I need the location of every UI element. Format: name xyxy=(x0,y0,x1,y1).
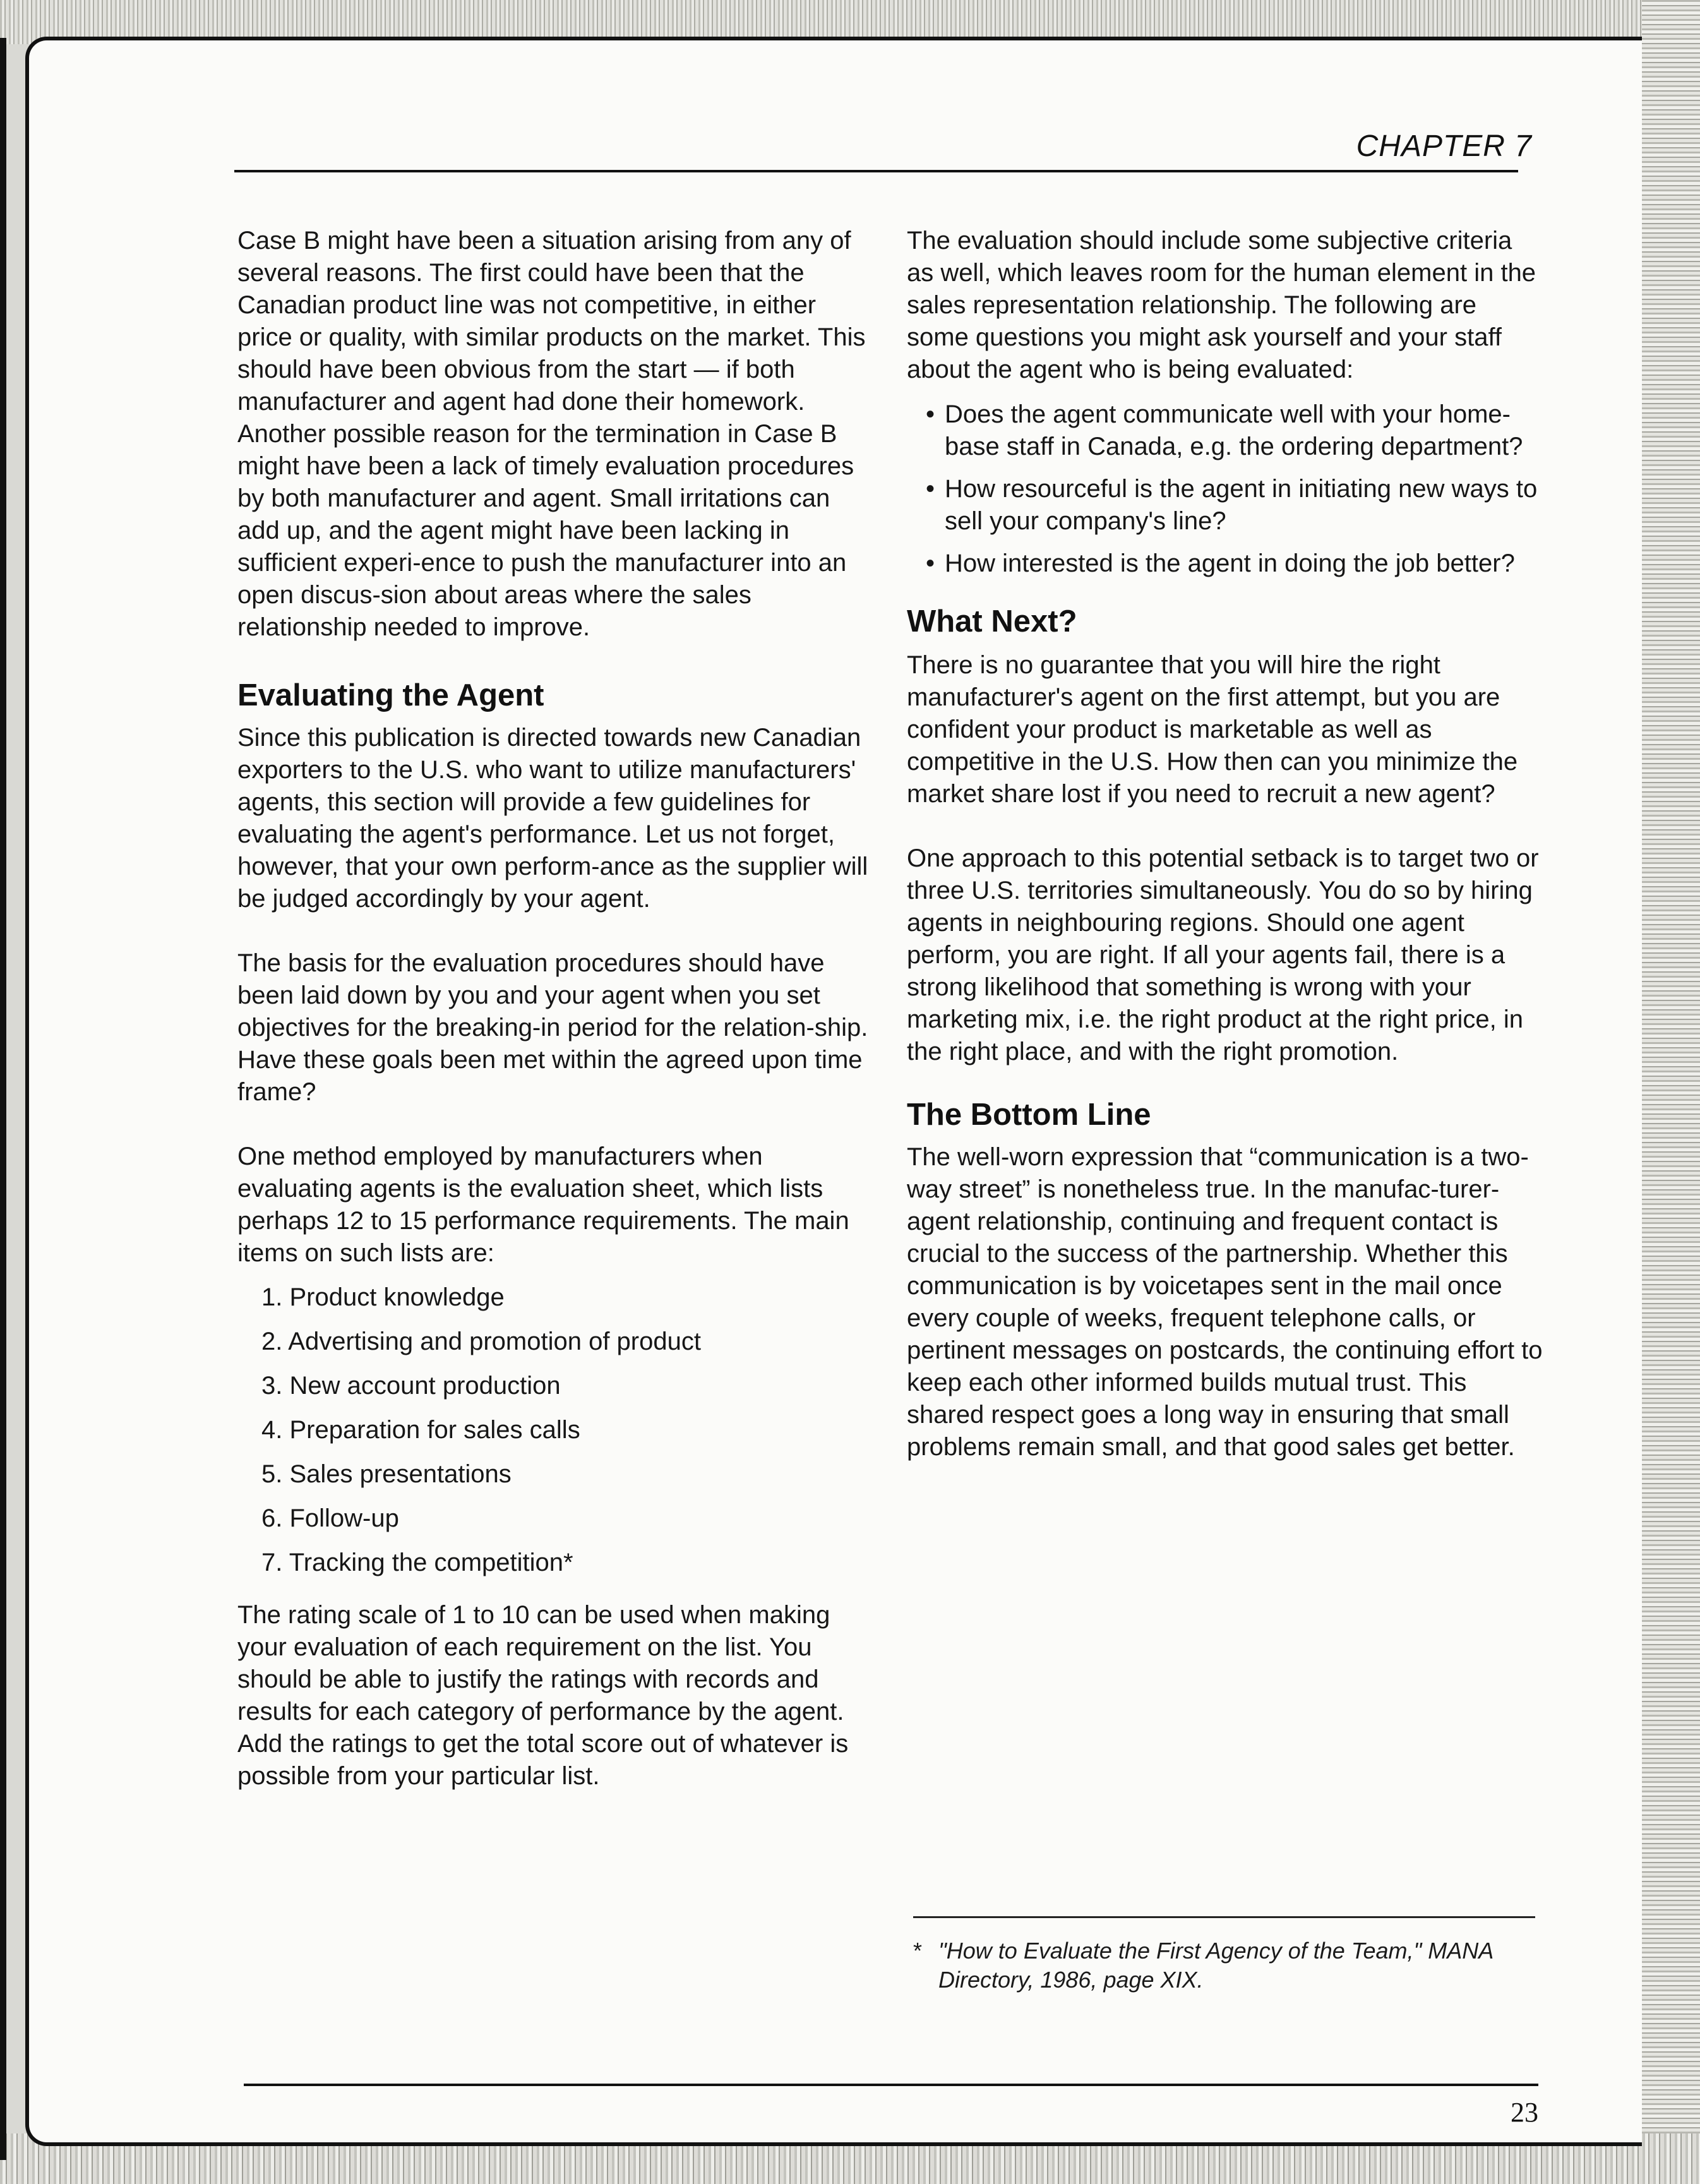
binding-spine xyxy=(0,38,6,2160)
list-item: 7. Tracking the competition* xyxy=(261,1549,573,1576)
document-page xyxy=(25,37,1642,2146)
agent-questions-list xyxy=(907,399,1545,580)
footnote-text: "How to Evaluate the First Agency of the Team," MANA Directory, 1986, page XIX. xyxy=(938,1938,1493,1993)
left-column xyxy=(237,225,869,1792)
header-rule xyxy=(234,170,1518,172)
footnote xyxy=(913,1936,1545,1995)
footer-rule xyxy=(244,2084,1538,2086)
page-number: 23 xyxy=(1511,2097,1538,2128)
evaluating-paragraph-3: One method employed by manufacturers when evaluating agents is the evaluation sheet, which lists perhaps 12 to 15 performance requirements. The main items on such lists are: xyxy=(237,1143,849,1267)
intro-paragraph: Case B might have been a situation arising from any of several reasons. The first could have been that the Canadian product line was not competitive, in either price or quality, with similar products on the market. This should have been obvious from the start — if both manufacturer and agent had done their homework. Another possible reason for the termination in Case B might have been a lack of timely evaluation procedures by both manufacturer and agent. Small irritations can add up, and the agent might have been lacking in sufficient experi-ence to push the manufacturer into an open discus-sion about areas where the sales relationship needed to improve. xyxy=(237,227,866,641)
list-item: 4. Preparation for sales calls xyxy=(261,1416,580,1444)
question-item: • Does the agent communicate well with your home-base staff in Canada, e.g. the ordering department? xyxy=(907,399,1545,463)
rating-paragraph: The rating scale of 1 to 10 can be used when making your evaluation of each requirement on the list. You should be able to justify the ratings with records and results for each category of performance by the agent. Add the ratings to get the total score out of whatever is possible from your particular list. xyxy=(237,1601,849,1790)
right-column xyxy=(907,225,1545,1463)
bottom-line-heading: The Bottom Line xyxy=(907,1098,1151,1132)
what-next-paragraph-1: There is no guarantee that you will hire the right manufacturer's agent on the first attempt, but you are confident your product is marketable as well as competitive in the U.S. How then can you minimize the market share lost if you need to recruit a new agent? xyxy=(907,651,1518,808)
footnote-marker: * xyxy=(913,1938,923,1964)
chapter-label: CHAPTER 7 xyxy=(1356,129,1532,163)
evaluating-paragraph-1: Since this publication is directed towards new Canadian exporters to the U.S. who want to utilize manufacturers' agents, this section will provide a few guidelines for evaluating the agent's performance. Let us not forget, however, that your own perform-ance as the supplier will be judged accordingly by your agent. xyxy=(237,724,868,913)
scan-edge-right xyxy=(1642,0,1700,2184)
list-item: 1. Product knowledge xyxy=(261,1283,505,1311)
question-item: • How resourceful is the agent in initiating new ways to sell your company's line? xyxy=(907,473,1545,537)
question-item: • How interested is the agent in doing the job better? xyxy=(907,548,1545,580)
bottom-line-paragraph: The well-worn expression that “communication is a two-way street” is nonetheless true. In the manufac-turer-agent relationship, continuing and frequent contact is crucial to the success of the partnership. Whether this communication is by voicetapes sent in the mail once every couple of weeks, frequent telephone calls, or pertinent messages on postcards, the continuing effort to keep each other informed builds mutual trust. This shared respect goes a long way in ensuring that small problems remain small, and that good sales get better. xyxy=(907,1143,1543,1461)
list-item: 5. Sales presentations xyxy=(261,1460,512,1488)
performance-requirements-list xyxy=(237,1281,869,1579)
list-item: 3. New account production xyxy=(261,1372,561,1400)
list-item: 2. Advertising and promotion of product xyxy=(261,1328,701,1355)
what-next-paragraph-2: One approach to this potential setback is to target two or three U.S. territories simultaneously. You do so by hiring agents in neighbouring regions. Should one agent perform, you are right. If all your agents fail, there is a strong likelihood that something is wrong with your marketing mix, i.e. the right product at the right price, in the right place, and with the right promotion. xyxy=(907,844,1539,1065)
footnote-rule xyxy=(913,1916,1535,1918)
list-item: 6. Follow-up xyxy=(261,1504,399,1532)
what-next-heading: What Next? xyxy=(907,604,1077,639)
evaluating-heading: Evaluating the Agent xyxy=(237,678,544,712)
evaluating-paragraph-2: The basis for the evaluation procedures should have been laid down by you and your agent when you set objectives for the breaking-in period for the relation-ship. Have these goals been met within the agreed upon time frame? xyxy=(237,949,868,1106)
subjective-paragraph: The evaluation should include some subjective criteria as well, which leaves room for the human element in the sales representation relationship. The following are some questions you might ask yourself and your staff about the agent who is being evaluated: xyxy=(907,227,1536,383)
